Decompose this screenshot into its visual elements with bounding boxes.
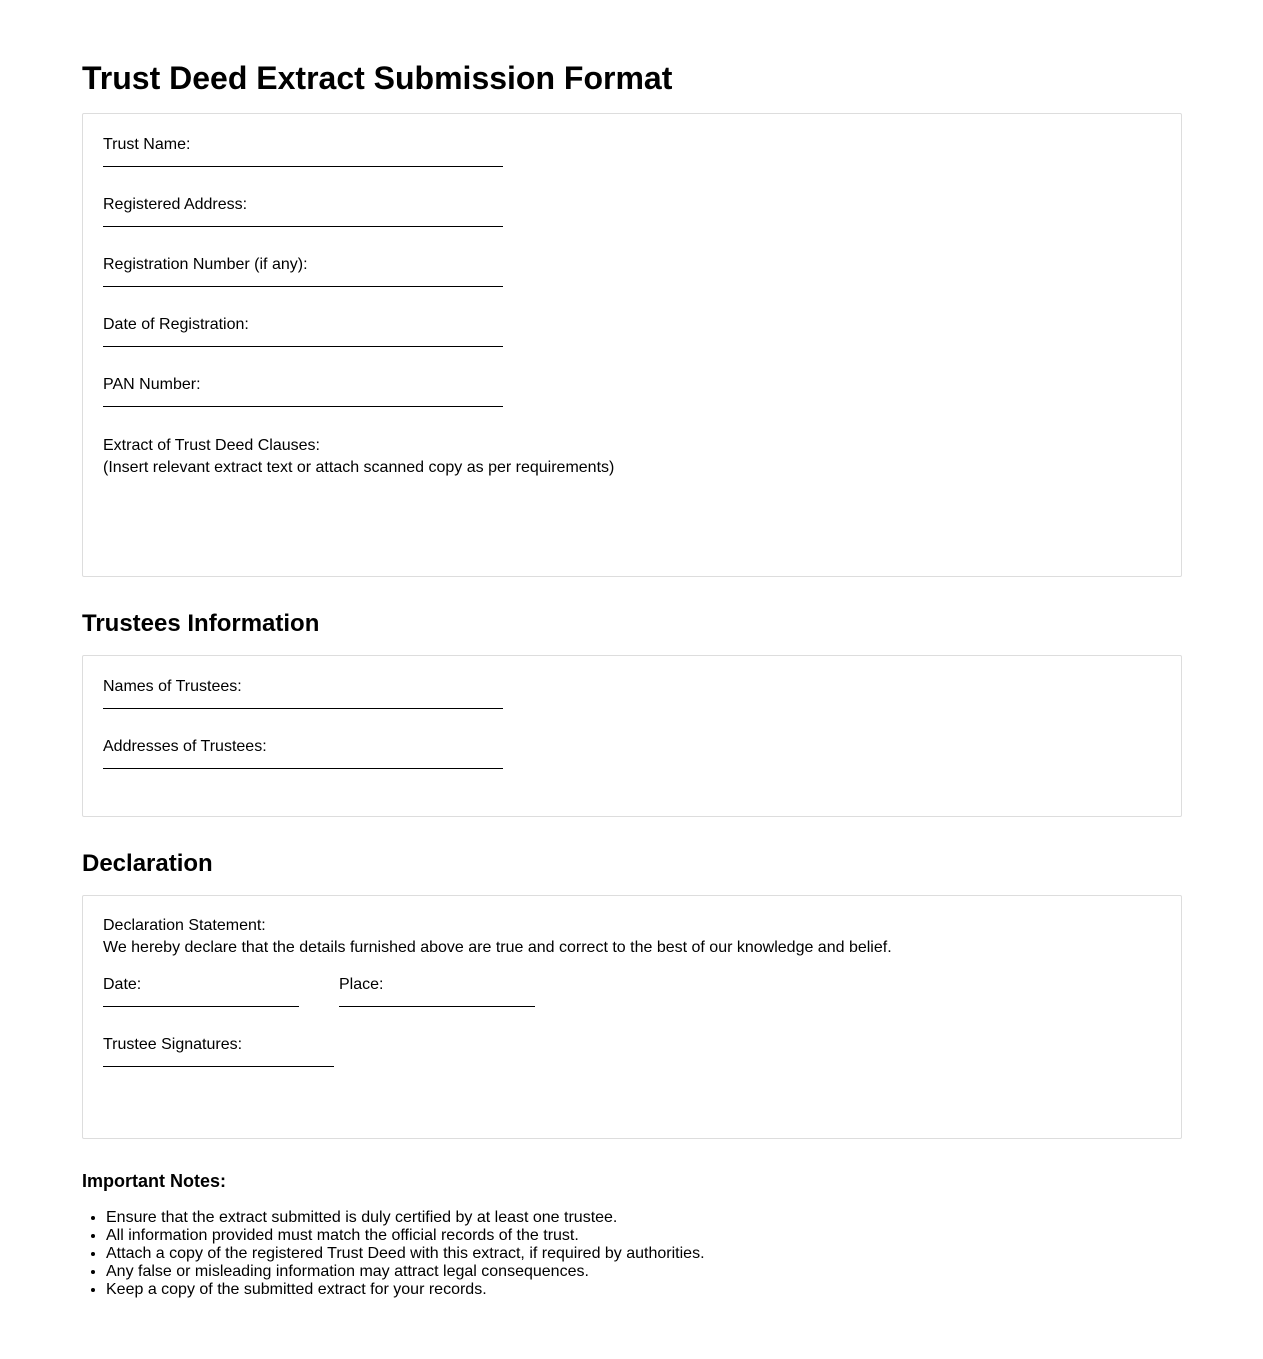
list-item: • All information provided must match the official records of the trust. <box>106 1227 1182 1245</box>
pan-number-label: PAN Number: <box>103 376 201 393</box>
date-place-row <box>103 975 1161 1035</box>
extract-clauses-label: Extract of Trust Deed Clauses: <box>103 437 320 454</box>
pan-number-line[interactable] <box>103 406 503 407</box>
trust-name-line[interactable] <box>103 166 503 167</box>
trust-name-field <box>103 135 1161 195</box>
registered-address-field <box>103 195 1161 255</box>
trustees-section <box>82 655 1182 817</box>
important-notes-list <box>82 1209 1182 1299</box>
registration-date-field <box>103 315 1161 375</box>
declaration-heading: Declaration <box>82 850 213 877</box>
registration-number-label: Registration Number (if any): <box>103 256 308 273</box>
declaration-statement-label: Declaration Statement: <box>103 917 266 934</box>
place-label: Place: <box>339 976 384 993</box>
trustee-names-line[interactable] <box>103 708 503 709</box>
registration-date-label: Date of Registration: <box>103 316 249 333</box>
registration-number-line[interactable] <box>103 286 503 287</box>
date-line[interactable] <box>103 1006 299 1007</box>
trustee-names-label: Names of Trustees: <box>103 678 242 695</box>
list-item: • Keep a copy of the submitted extract for your records. <box>106 1281 1182 1299</box>
extract-clauses-hint: (Insert relevant extract text or attach scanned copy as per requirements) <box>103 459 615 476</box>
list-item: • Any false or misleading information may attract legal consequences. <box>106 1263 1182 1281</box>
trustee-names-field <box>103 677 1161 737</box>
important-notes-heading: Important Notes: <box>82 1171 226 1191</box>
trustee-addresses-line[interactable] <box>103 768 503 769</box>
registration-number-field <box>103 255 1161 315</box>
trustees-heading: Trustees Information <box>82 610 320 637</box>
list-item: • Ensure that the extract submitted is duly certified by at least one trustee. <box>106 1209 1182 1227</box>
pan-number-field <box>103 375 1161 435</box>
date-label: Date: <box>103 976 142 993</box>
list-item: • Attach a copy of the registered Trust Deed with this extract, if required by authorities. <box>106 1245 1182 1263</box>
trustee-signatures-label: Trustee Signatures: <box>103 1036 243 1053</box>
document-page <box>82 58 1182 1299</box>
registered-address-line[interactable] <box>103 226 503 227</box>
date-field <box>103 975 339 1035</box>
place-line[interactable] <box>339 1006 535 1007</box>
declaration-statement-text: We hereby declare that the details furnished above are true and correct to the best of our knowledge and belief. <box>103 939 892 956</box>
trustee-addresses-label: Addresses of Trustees: <box>103 738 267 755</box>
page-title: Trust Deed Extract Submission Format <box>82 60 673 96</box>
place-field <box>339 975 535 1035</box>
trustee-addresses-field <box>103 737 1161 797</box>
trust-details-section <box>82 113 1182 577</box>
declaration-section <box>82 895 1182 1139</box>
trustee-signatures-field <box>103 1035 1161 1095</box>
registration-date-line[interactable] <box>103 346 503 347</box>
registered-address-label: Registered Address: <box>103 196 248 213</box>
trust-name-label: Trust Name: <box>103 136 191 153</box>
extract-clauses-field[interactable] <box>103 435 1161 479</box>
trustee-signatures-line[interactable] <box>103 1066 334 1067</box>
